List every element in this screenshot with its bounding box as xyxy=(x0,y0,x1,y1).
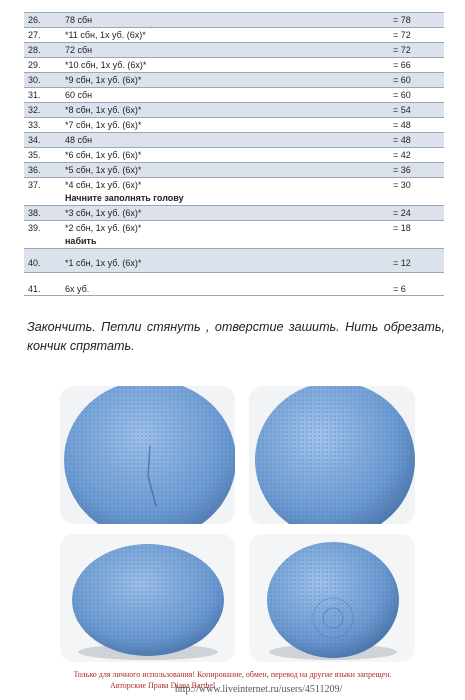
instruction-text: *6 сбн, 1х уб. (6х)* xyxy=(65,150,142,160)
stitch-count: = 66 xyxy=(393,60,411,70)
row-instruction xyxy=(65,74,393,87)
stitch-count: = 36 xyxy=(393,165,411,175)
row-number: 35. xyxy=(28,150,41,160)
copyright-notice: Только для личного использования! Копирование, обмен, перевод на другие языки запрещен. xyxy=(73,670,392,679)
row-number: 36. xyxy=(28,165,41,175)
stitch-count: = 54 xyxy=(393,105,411,115)
row-number: 29. xyxy=(28,60,41,70)
stitch-count: = 24 xyxy=(393,208,411,218)
instruction-text: *5 сбн, 1х уб. (6х)* xyxy=(65,165,142,175)
stitch-count: = 48 xyxy=(393,120,411,130)
yarn-ball-image xyxy=(60,386,235,524)
instruction-note: Начните заполнять голову xyxy=(65,193,184,203)
row-number: 34. xyxy=(28,135,41,145)
table-row xyxy=(24,132,444,147)
row-instruction xyxy=(65,44,393,57)
row-instruction xyxy=(65,164,393,177)
row-instruction xyxy=(65,59,393,72)
yarn-ball-image xyxy=(60,534,235,662)
instruction-note: набить xyxy=(65,236,97,246)
instruction-text: 78 сбн xyxy=(65,15,93,25)
row-instruction xyxy=(65,14,393,27)
instruction-text: *1 сбн, 1х уб. (6х)* xyxy=(65,258,142,268)
table-row xyxy=(24,220,444,248)
row-instruction xyxy=(65,179,393,205)
row-instruction xyxy=(65,257,393,272)
stitch-count: = 72 xyxy=(393,30,411,40)
table-row xyxy=(24,27,444,42)
instruction-text: *2 сбн, 1х уб. (6х)* xyxy=(65,223,142,233)
stitch-count: = 72 xyxy=(393,45,411,55)
table-row xyxy=(24,87,444,102)
table-row xyxy=(24,248,444,272)
instruction-text: *4 сбн, 1х уб. (6х)* xyxy=(65,180,142,190)
photo-ball-top-right xyxy=(249,386,415,524)
row-instruction xyxy=(65,222,393,248)
photo-ball-bottom-right xyxy=(249,534,415,662)
photo-ball-bottom-left xyxy=(60,534,235,662)
instruction-text: *9 сбн, 1х уб. (6х)* xyxy=(65,75,142,85)
instruction-text: *11 сбн, 1х уб. (6х)* xyxy=(65,30,146,40)
stitch-count: = 60 xyxy=(393,75,411,85)
yarn-ball-image xyxy=(249,386,415,524)
row-instruction xyxy=(65,207,393,220)
table-row xyxy=(24,117,444,132)
row-instruction xyxy=(65,29,393,42)
stitch-count: = 48 xyxy=(393,135,411,145)
instruction-text: *10 сбн, 1х уб. (6х)* xyxy=(65,60,147,70)
pattern-table xyxy=(24,12,444,296)
stitch-count: = 12 xyxy=(393,258,411,268)
row-instruction xyxy=(65,134,393,147)
table-row xyxy=(24,162,444,177)
stitch-count: = 30 xyxy=(393,180,411,190)
row-number: 27. xyxy=(28,30,41,40)
instruction-text: 60 сбн xyxy=(65,90,93,100)
row-instruction xyxy=(65,149,393,162)
table-row xyxy=(24,272,444,296)
row-number: 39. xyxy=(28,223,41,233)
instruction-text: 48 сбн xyxy=(65,135,93,145)
row-number: 41. xyxy=(28,284,41,294)
photo-ball-top-left xyxy=(60,386,235,524)
stitch-count: = 18 xyxy=(393,223,411,233)
table-row xyxy=(24,57,444,72)
table-row xyxy=(24,177,444,205)
author-rights: Авторские Права Diana Barthel xyxy=(110,681,216,690)
instruction-text: 72 сбн xyxy=(65,45,93,55)
table-row xyxy=(24,147,444,162)
table-row xyxy=(24,205,444,220)
finish-instructions: Закончить. Петли стянуть , отверстие зашить. Нить обрезать, кончик спрятать. xyxy=(27,320,445,353)
stitch-count: = 60 xyxy=(393,90,411,100)
row-number: 40. xyxy=(28,258,41,268)
row-instruction xyxy=(65,104,393,117)
stitch-count: = 78 xyxy=(393,15,411,25)
table-row xyxy=(24,12,444,27)
row-number: 37. xyxy=(28,180,41,190)
row-number: 31. xyxy=(28,90,41,100)
row-instruction xyxy=(65,283,393,295)
instruction-text: *8 сбн, 1х уб. (6х)* xyxy=(65,105,142,115)
instruction-text: *3 сбн, 1х уб. (6х)* xyxy=(65,208,142,218)
row-number: 32. xyxy=(28,105,41,115)
table-row xyxy=(24,102,444,117)
table-row xyxy=(24,72,444,87)
instruction-text: 6х уб. xyxy=(65,284,90,294)
row-number: 28. xyxy=(28,45,41,55)
instruction-text: *7 сбн, 1х уб. (6х)* xyxy=(65,120,142,130)
row-number: 30. xyxy=(28,75,41,85)
row-instruction xyxy=(65,119,393,132)
yarn-ball-image xyxy=(249,534,415,662)
source-watermark[interactable]: http://www.liveinternet.ru/users/4511209/ xyxy=(175,684,343,695)
row-number: 38. xyxy=(28,208,41,218)
table-row xyxy=(24,42,444,57)
stitch-count: = 6 xyxy=(393,284,406,294)
row-number: 26. xyxy=(28,15,41,25)
row-instruction xyxy=(65,89,393,102)
row-number: 33. xyxy=(28,120,41,130)
stitch-count: = 42 xyxy=(393,150,411,160)
